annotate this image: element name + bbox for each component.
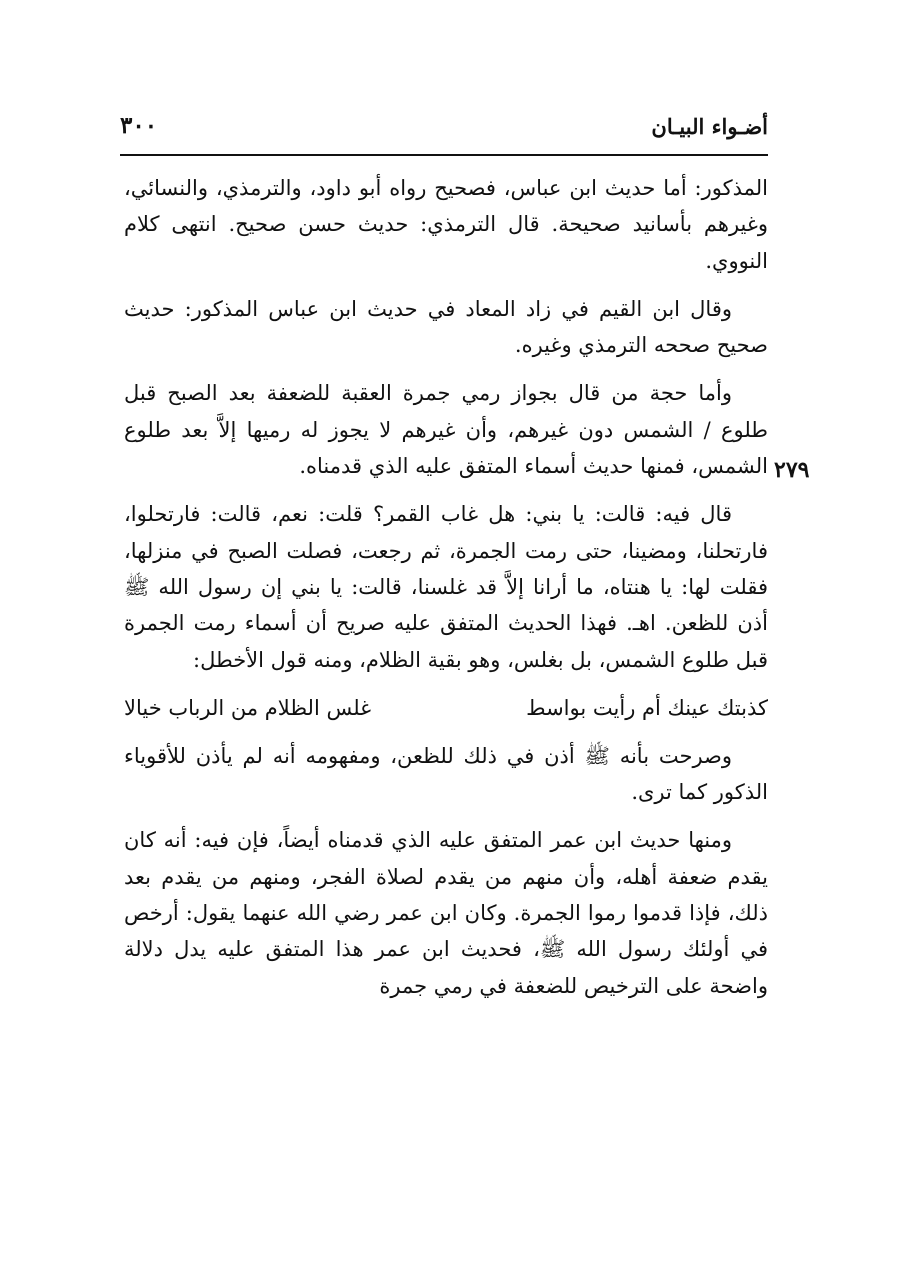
running-title: أضـواء البيـان [651,114,768,139]
paragraph-2: وقال ابن القيم في زاد المعاد في حديث ابن عباس المذكور: حديث صحيح صححه الترمذي وغيره. [124,296,768,358]
paragraph-3: وأما حجة من قال بجواز رمي جمرة العقبة للضعفة بعد الصبح قبل طلوع / الشمس دون غيرهم، وأن غيرهم لا يجوز له رميها إلاَّ بعد طلوع الشمس، فمنها حديث أسماء المتفق عليه الذي قدمناه. [124,381,768,479]
paragraph-6: ومنها حديث ابن عمر المتفق عليه الذي قدمناه أيضاً، فإن فيه: أنه كان يقدم ضعفة أهله، وأن منهم من يقدم لصلاة الفجر، ومنهم من يقدم بعد ذلك، فإذا قدموا رموا الجمرة. وكان ابن عمر رضي الله عنهما يقول: أرخص في أولئك رسول الله ﷺ، فحديث ابن عمر هذا المتفق عليه يدل دلالة واضحة على الترخيص للضعفة في رمي جمرة [124,828,768,998]
paragraph-5: وصرحت بأنه ﷺ أذن في ذلك للظعن، ومفهومه أنه لم يأذن للأقوياء الذكور كما ترى. [124,743,768,805]
paragraph-4: قال فيه: قالت: يا بني: هل غاب القمر؟ قلت: نعم، قالت: فارتحلوا، فارتحلنا، ومضينا، حتى رمت الجمرة، ثم رجعت، فصلت الصبح في منزلها، فقلت لها: يا هنتاه، ما أرانا إلاَّ قد غلسنا، قالت: يا بني إن رسول الله ﷺ أذن للظعن. اهـ. فهذا الحديث المتفق عليه صريح أن أسماء رمت الجمرة قبل طلوع الشمس، بل بغلس، وهو بقية الظلام، ومنه قول الأخطل: [124,502,768,672]
main-text [124,170,768,1016]
page-header [120,110,768,156]
margin-page-reference: ٢٧٩ [774,457,810,483]
poetry-verse [124,690,768,726]
verse-second-hemistich: غلس الظلام من الرباب خيالا [124,695,372,720]
verse-first-hemistich: كذبتك عينك أم رأيت بواسط [526,695,768,720]
page-number: ٣٠٠ [120,112,158,139]
paragraph-1: المذكور: أما حديث ابن عباس، فصحيح رواه أبو داود، والترمذي، والنسائي، وغيرهم بأسانيد صحيحة. قال الترمذي: حديث حسن صحيح. انتهى كلام النووي. [124,176,768,273]
